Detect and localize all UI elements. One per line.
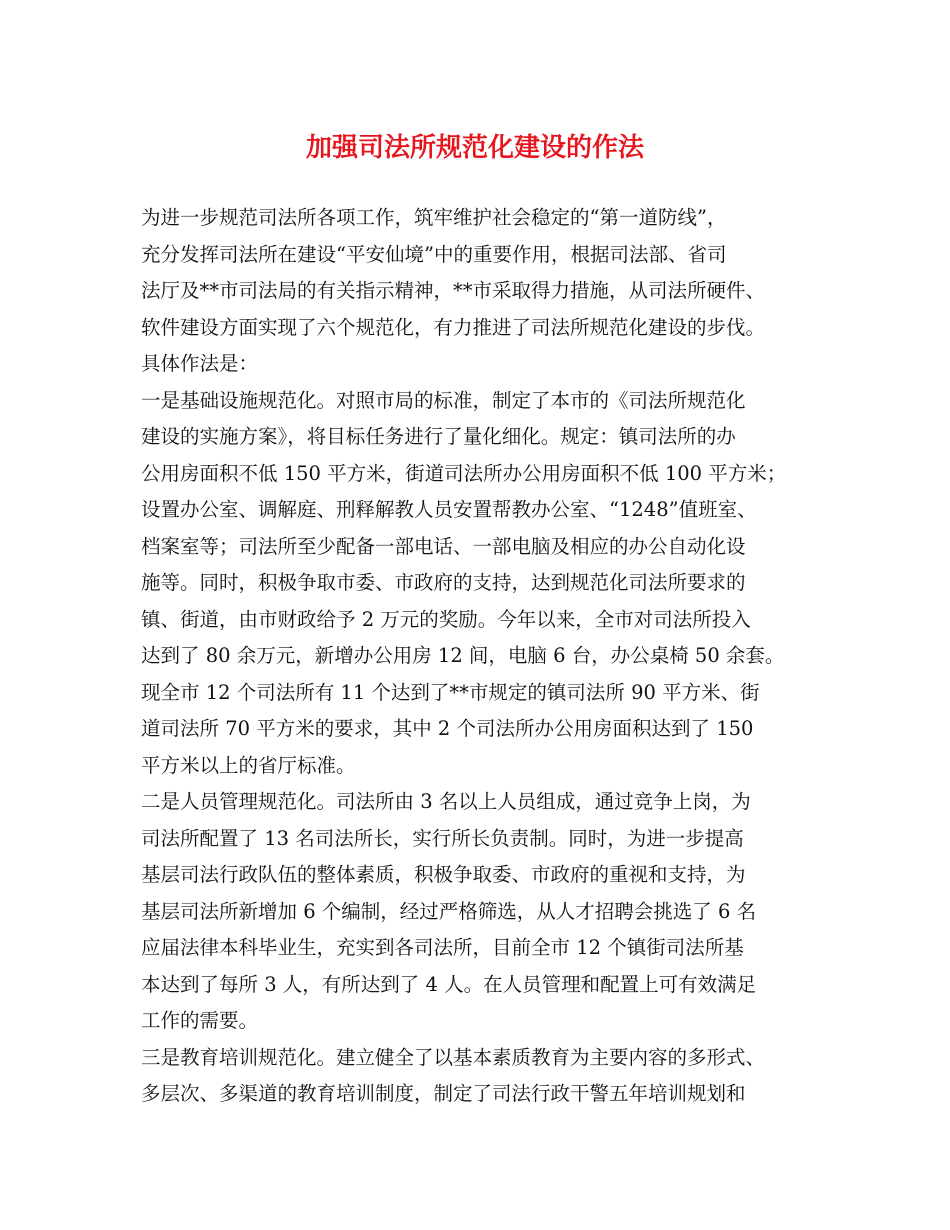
text-line: 为进一步规范司法所各项工作，筑牢维护社会稳定的“第一道防线”，: [141, 206, 727, 229]
document-title: 加强司法所规范化建设的作法: [305, 133, 644, 163]
text-line: 软件建设方面实现了六个规范化，有力推进了司法所规范化建设的步伐。: [141, 315, 766, 339]
text-line: 建设的实施方案》，将目标任务进行了量化细化。规定：镇司法所的办: [141, 425, 736, 448]
text-line: 三是教育培训规范化。建立健全了以基本素质教育为主要内容的多形式、: [141, 1045, 766, 1069]
text-line: 应届法律本科毕业生，充实到各司法所，目前全市 12 个镇街司法所基: [141, 936, 744, 959]
text-line: 一是基础设施规范化。对照市局的标准，制定了本市的《司法所规范化: [141, 388, 746, 412]
text-line: 二是人员管理规范化。司法所由 3 名以上人员组成，通过竞争上岗，为: [141, 790, 751, 813]
text-line: 充分发挥司法所在建设“平安仙境”中的重要作用，根据司法部、省司: [141, 242, 727, 266]
text-line: 工作的需要。: [141, 1009, 259, 1032]
text-line: 司法所配置了 13 名司法所长，实行所长负责制。同时，为进一步提高: [141, 826, 744, 850]
text-line: 基层司法行政队伍的整体素质，积极争取委、市政府的重视和支持，为: [141, 863, 746, 886]
text-line: 道司法所 70 平方米的要求，其中 2 个司法所办公用房面积达到了 150: [141, 717, 754, 740]
text-line: 平方米以上的省厅标准。: [141, 753, 356, 777]
text-line: 法厅及**市司法局的有关指示精神，**市采取得力措施，从司法所硬件、: [141, 279, 766, 302]
text-line: 档案室等；司法所至少配备一部电话、一部电脑及相应的办公自动化设: [141, 534, 746, 558]
text-line: 施等。同时，积极争取市委、市政府的支持，达到规范化司法所要求的: [141, 571, 746, 594]
text-line: 达到了 80 余万元，新增办公用房 12 间，电脑 6 台，办公桌椅 50 余套。: [141, 644, 785, 667]
document-body: [141, 200, 831, 1113]
text-line: 公用房面积不低 150 平方米，街道司法所办公用房面积不低 100 平方米；: [141, 461, 787, 485]
text-line: 设置办公室、调解庭、刑释解教人员安置帮教办公室、“1248”值班室、: [141, 498, 757, 521]
text-line: 本达到了每所 3 人，有所达到了 4 人。在人员管理和配置上可有效满足: [141, 972, 757, 996]
text-line: 多层次、多渠道的教育培训制度，制定了司法行政干警五年培训规划和: [141, 1082, 746, 1105]
text-line: 现全市 12 个司法所有 11 个达到了**市规定的镇司法所 90 平方米、街: [141, 680, 760, 704]
text-line: 镇、街道，由市财政给予 2 万元的奖励。今年以来，全市对司法所投入: [141, 607, 751, 631]
text-line: 具体作法是：: [141, 352, 259, 375]
text-line: 基层司法所新增加 6 个编制，经过严格筛选，从人才招聘会挑选了 6 名: [141, 899, 757, 923]
